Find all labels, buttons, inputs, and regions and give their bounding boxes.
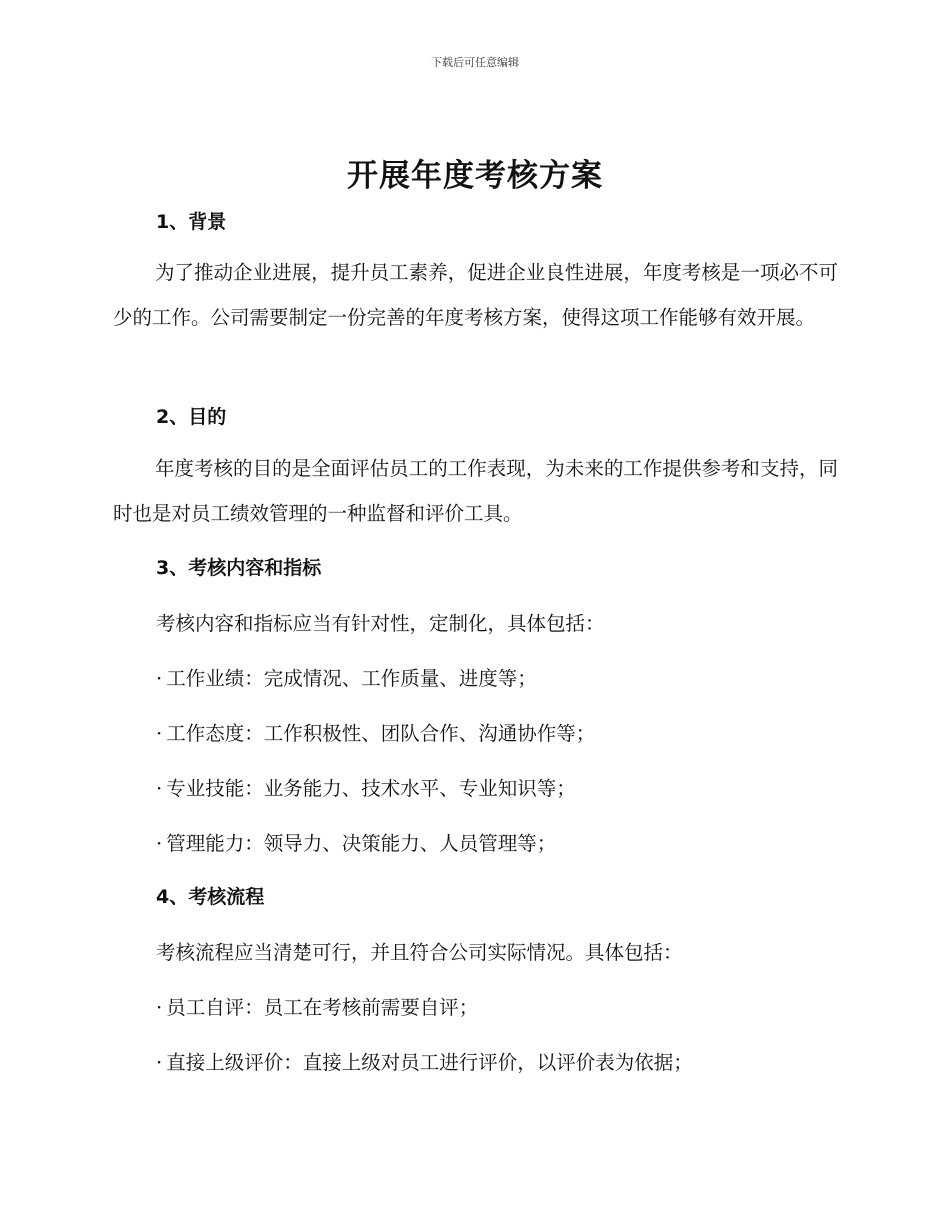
section-paragraph-purpose: 年度考核的目的是全面评估员工的工作表现，为未来的工作提供参考和支持，同时也是对员工绩效管理的一种监督和评价工具。	[113, 457, 838, 525]
section-paragraph-background: 为了推动企业进展，提升员工素养，促进企业良性进展，年度考核是一项必不可少的工作。公司需要制定一份完善的年度考核方案，使得这项工作能够有效开展。	[113, 261, 838, 329]
bullet-mark: ·	[156, 722, 163, 745]
bullet-mark: ·	[156, 832, 163, 855]
list-item	[156, 992, 478, 1020]
section-intro-process: 考核流程应当清楚可行，并且符合公司实际情况。具体包括：	[156, 941, 683, 964]
list-item-text: 专业技能：业务能力、技术水平、专业知识等；	[166, 777, 576, 800]
list-item-text: 工作业绩：完成情况、工作质量、进度等；	[166, 667, 537, 690]
list-item	[156, 718, 595, 746]
section-heading-purpose: 2、目的	[156, 406, 227, 428]
section-heading-content: 3、考核内容和指标	[156, 557, 322, 579]
section-heading-background: 1、背景	[156, 211, 227, 233]
list-item	[156, 828, 556, 856]
bullet-mark: ·	[156, 777, 163, 800]
document-title: 开展年度考核方案	[347, 158, 603, 194]
section-heading-process: 4、考核流程	[156, 886, 265, 908]
list-item	[156, 1047, 693, 1075]
list-item-text: 管理能力：领导力、决策能力、人员管理等；	[166, 832, 557, 855]
list-item-text: 员工自评：员工在考核前需要自评；	[166, 996, 479, 1019]
list-item-text: 工作态度：工作积极性、团队合作、沟通协作等；	[166, 722, 596, 745]
list-item	[156, 663, 537, 691]
page-header: 下载后可任意编辑	[431, 56, 519, 69]
list-item	[156, 773, 576, 801]
list-item-text: 直接上级评价：直接上级对员工进行评价，以评价表为依据；	[166, 1051, 693, 1074]
section-intro-content: 考核内容和指标应当有针对性，定制化，具体包括：	[156, 612, 605, 635]
bullet-mark: ·	[156, 996, 163, 1019]
bullet-mark: ·	[156, 667, 163, 690]
bullet-mark: ·	[156, 1051, 163, 1074]
